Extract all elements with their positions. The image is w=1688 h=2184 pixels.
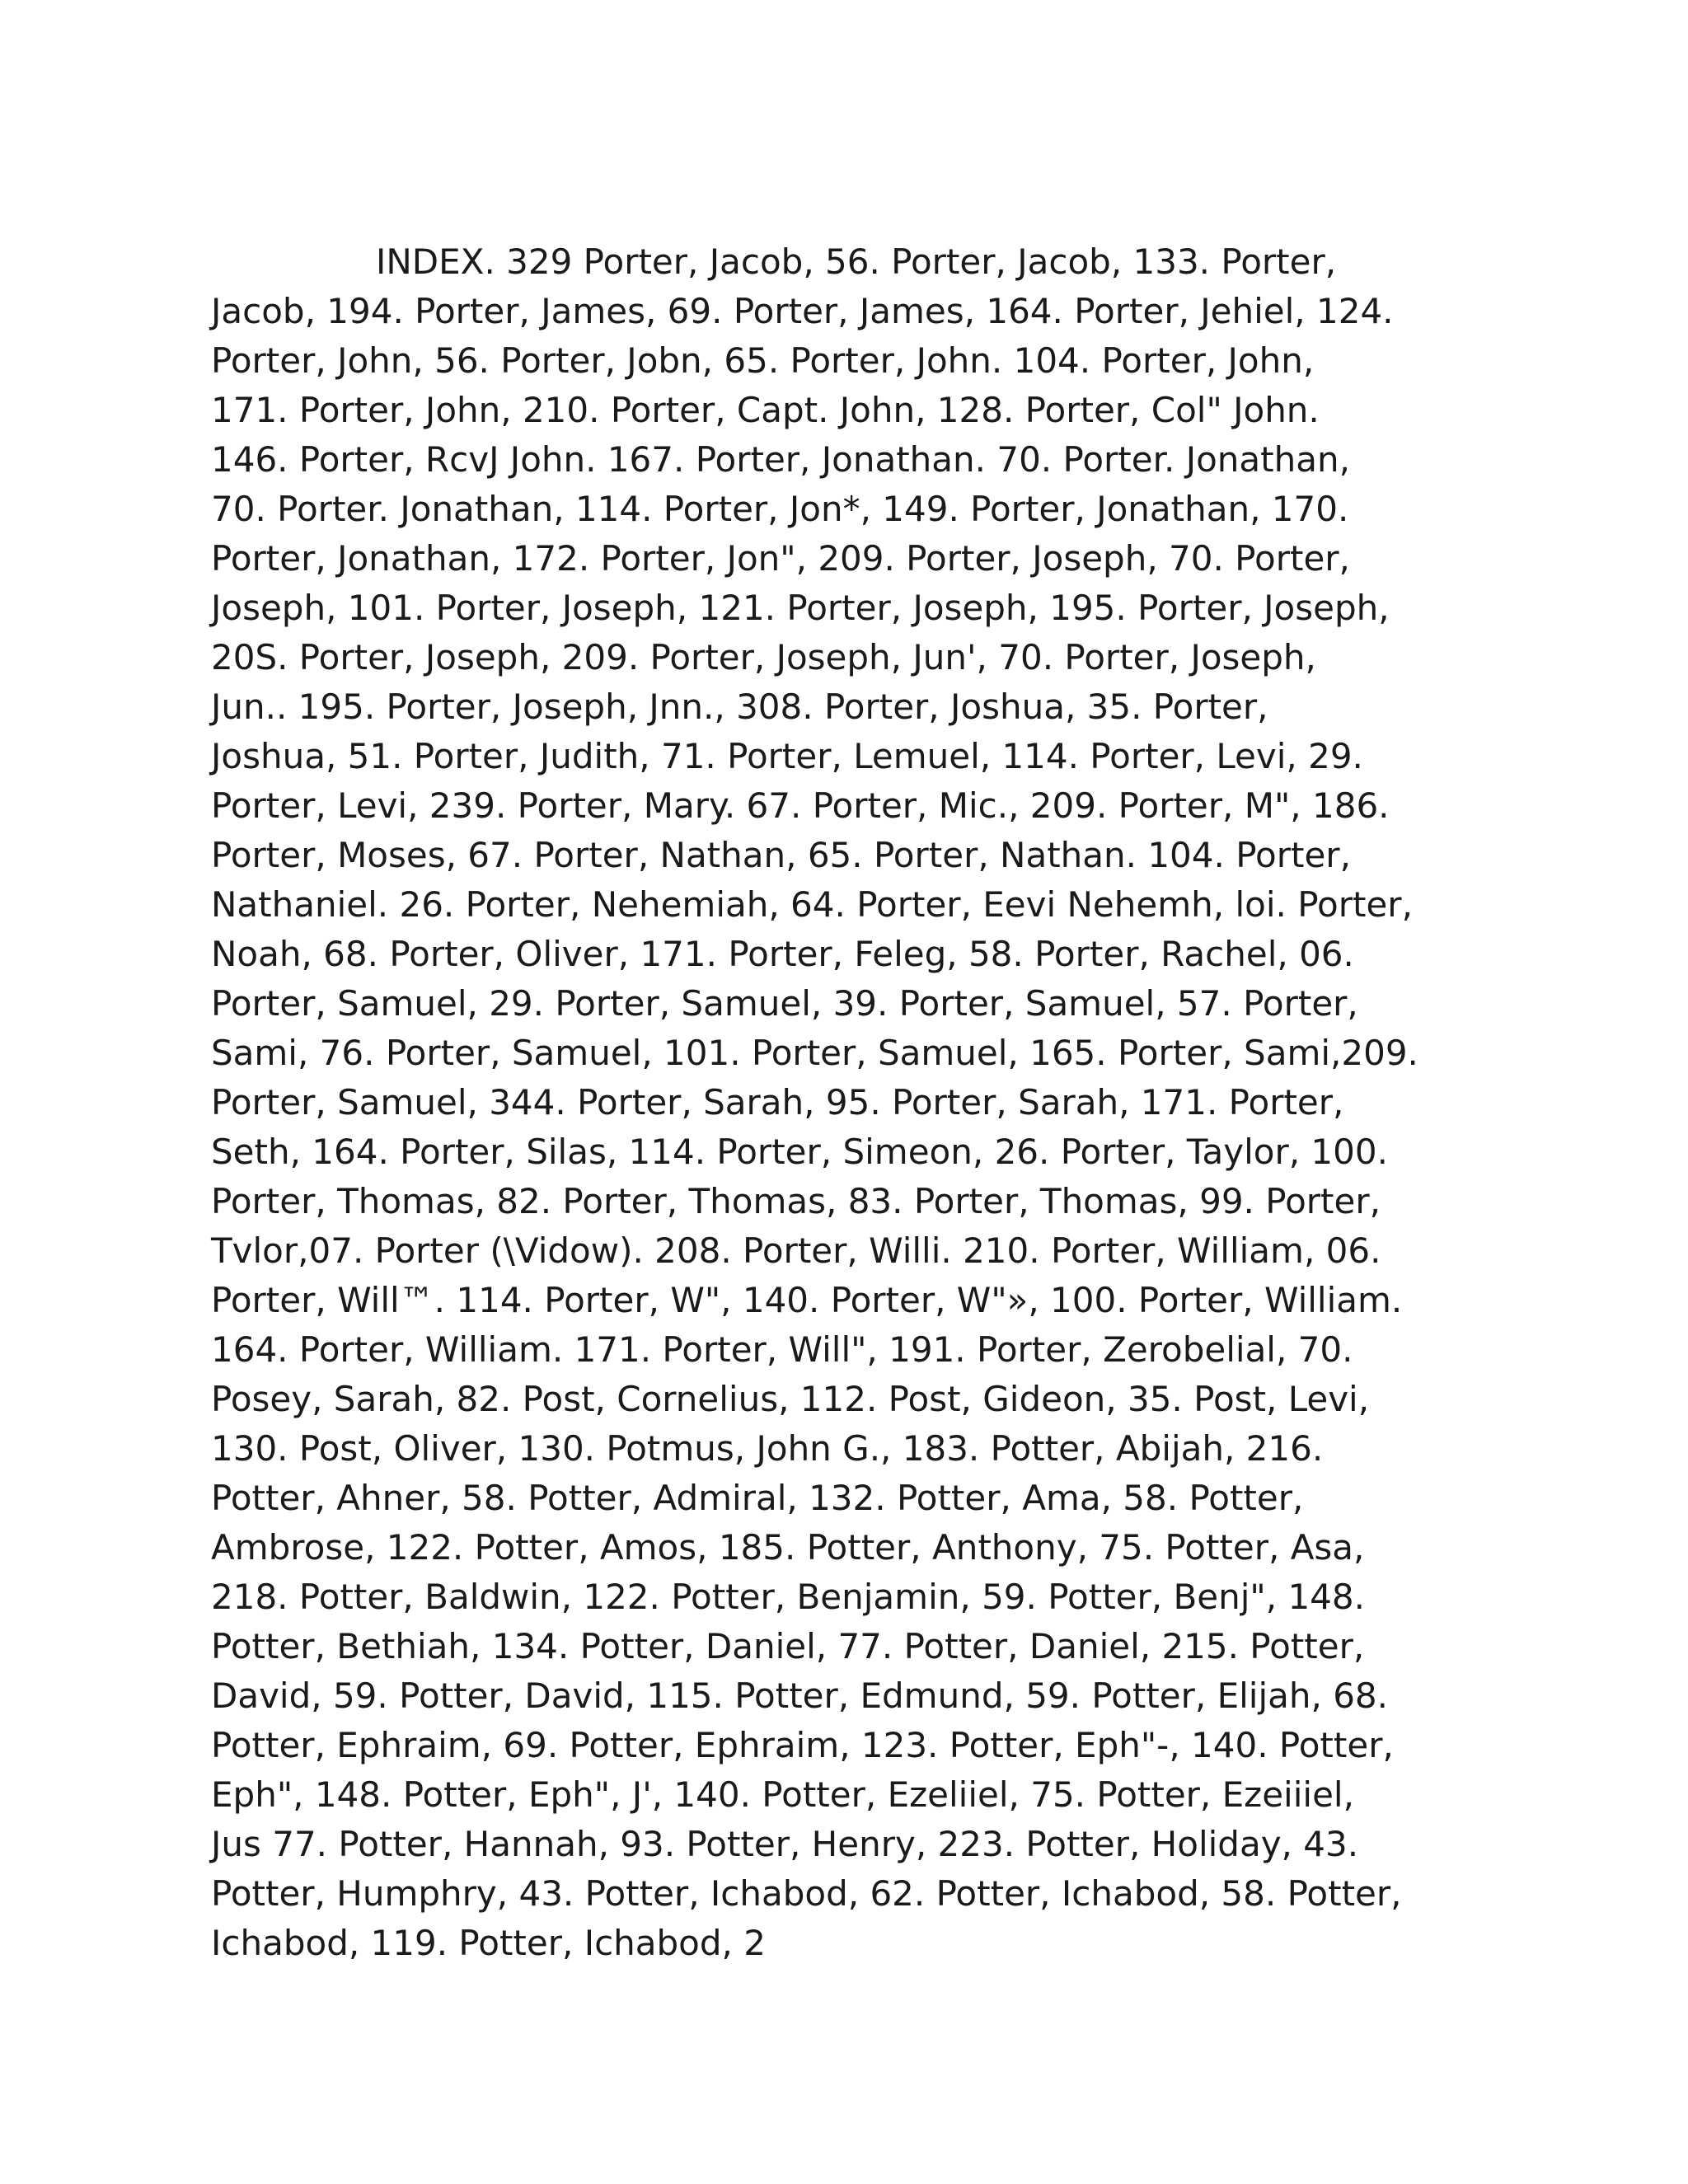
text-line: Porter, John, 56. Porter, Jobn, 65. Porter, John. 104. Porter, John, — [211, 340, 1315, 381]
text-line: Porter, Thomas, 82. Porter, Thomas, 83. Porter, Thomas, 99. Porter, — [211, 1181, 1381, 1221]
text-line: 70. Porter. Jonathan, 114. Porter, Jon*, 149. Porter, Jonathan, 170. — [211, 489, 1349, 529]
text-line: 130. Post, Oliver, 130. Potmus, John G., 183. Potter, Abijah, 216. — [211, 1428, 1324, 1469]
text-line: Porter, Levi, 239. Porter, Mary. 67. Porter, Mic., 209. Porter, M", 186. — [211, 785, 1390, 826]
text-line: Potter, Ephraim, 69. Potter, Ephraim, 123. Potter, Eph"-, 140. Potter, — [211, 1725, 1394, 1765]
text-line: Potter, Humphry, 43. Potter, Ichabod, 62. Potter, Ichabod, 58. Potter, — [211, 1873, 1402, 1914]
text-line: Porter, Moses, 67. Porter, Nathan, 65. Porter, Nathan. 104. Porter, — [211, 835, 1351, 875]
text-line: Porter, Samuel, 29. Porter, Samuel, 39. Porter, Samuel, 57. Porter, — [211, 983, 1358, 1024]
text-line: 171. Porter, John, 210. Porter, Capt. John, 128. Porter, Col" John. — [211, 390, 1320, 430]
text-line: Joseph, 101. Porter, Joseph, 121. Porter, Joseph, 195. Porter, Joseph, — [211, 588, 1390, 628]
text-line: Porter, Jonathan, 172. Porter, Jon", 209. Porter, Joseph, 70. Porter, — [211, 538, 1350, 579]
text-line: Potter, Ahner, 58. Potter, Admiral, 132. Potter, Ama, 58. Potter, — [211, 1478, 1304, 1518]
text-line: David, 59. Potter, David, 115. Potter, Edmund, 59. Potter, Elijah, 68. — [211, 1675, 1388, 1716]
text-line: 218. Potter, Baldwin, 122. Potter, Benjamin, 59. Potter, Benj", 148. — [211, 1577, 1365, 1617]
text-line: Porter, Will™. 114. Porter, W", 140. Porter, W"», 100. Porter, William. — [211, 1280, 1403, 1320]
text-line: Potter, Bethiah, 134. Potter, Daniel, 77. Potter, Daniel, 215. Potter, — [211, 1626, 1365, 1666]
text-line: Jus 77. Potter, Hannah, 93. Potter, Henry, 223. Potter, Holiday, 43. — [211, 1824, 1359, 1864]
text-line: Jun.. 195. Porter, Joseph, Jnn., 308. Porter, Joshua, 35. Porter, — [211, 687, 1268, 727]
text-line: INDEX. 329 Porter, Jacob, 56. Porter, Jacob, 133. Porter, — [376, 241, 1337, 282]
index-text-block — [211, 237, 1480, 1968]
text-line: Tvlor,07. Porter (\Vidow). 208. Porter, Willi. 210. Porter, William, 06. — [211, 1230, 1381, 1271]
text-line: Posey, Sarah, 82. Post, Cornelius, 112. Post, Gideon, 35. Post, Levi, — [211, 1379, 1370, 1419]
text-line: Seth, 164. Porter, Silas, 114. Porter, Simeon, 26. Porter, Taylor, 100. — [211, 1132, 1388, 1172]
text-line: Ambrose, 122. Potter, Amos, 185. Potter, Anthony, 75. Potter, Asa, — [211, 1527, 1365, 1568]
text-line: Noah, 68. Porter, Oliver, 171. Porter, Feleg, 58. Porter, Rachel, 06. — [211, 934, 1354, 974]
text-line: 164. Porter, William. 171. Porter, Will", 191. Porter, Zerobelial, 70. — [211, 1329, 1353, 1370]
text-line: Eph", 148. Potter, Eph", J', 140. Potter, Ezeliiel, 75. Potter, Ezeiiiel, — [211, 1774, 1354, 1815]
text-line: Sami, 76. Porter, Samuel, 101. Porter, Samuel, 165. Porter, Sami,209. — [211, 1033, 1418, 1073]
text-line: Ichabod, 119. Potter, Ichabod, 2 — [211, 1923, 766, 1963]
text-line: Joshua, 51. Porter, Judith, 71. Porter, Lemuel, 114. Porter, Levi, 29. — [211, 736, 1363, 776]
text-line: 20S. Porter, Joseph, 209. Porter, Joseph, Jun', 70. Porter, Joseph, — [211, 637, 1316, 677]
text-line: Porter, Samuel, 344. Porter, Sarah, 95. Porter, Sarah, 171. Porter, — [211, 1082, 1344, 1122]
text-line: Nathaniel. 26. Porter, Nehemiah, 64. Porter, Eevi Nehemh, loi. Porter, — [211, 884, 1413, 925]
text-line: 146. Porter, RcvJ John. 167. Porter, Jonathan. 70. Porter. Jonathan, — [211, 439, 1350, 480]
text-line: Jacob, 194. Porter, James, 69. Porter, James, 164. Porter, Jehiel, 124. — [211, 291, 1394, 331]
